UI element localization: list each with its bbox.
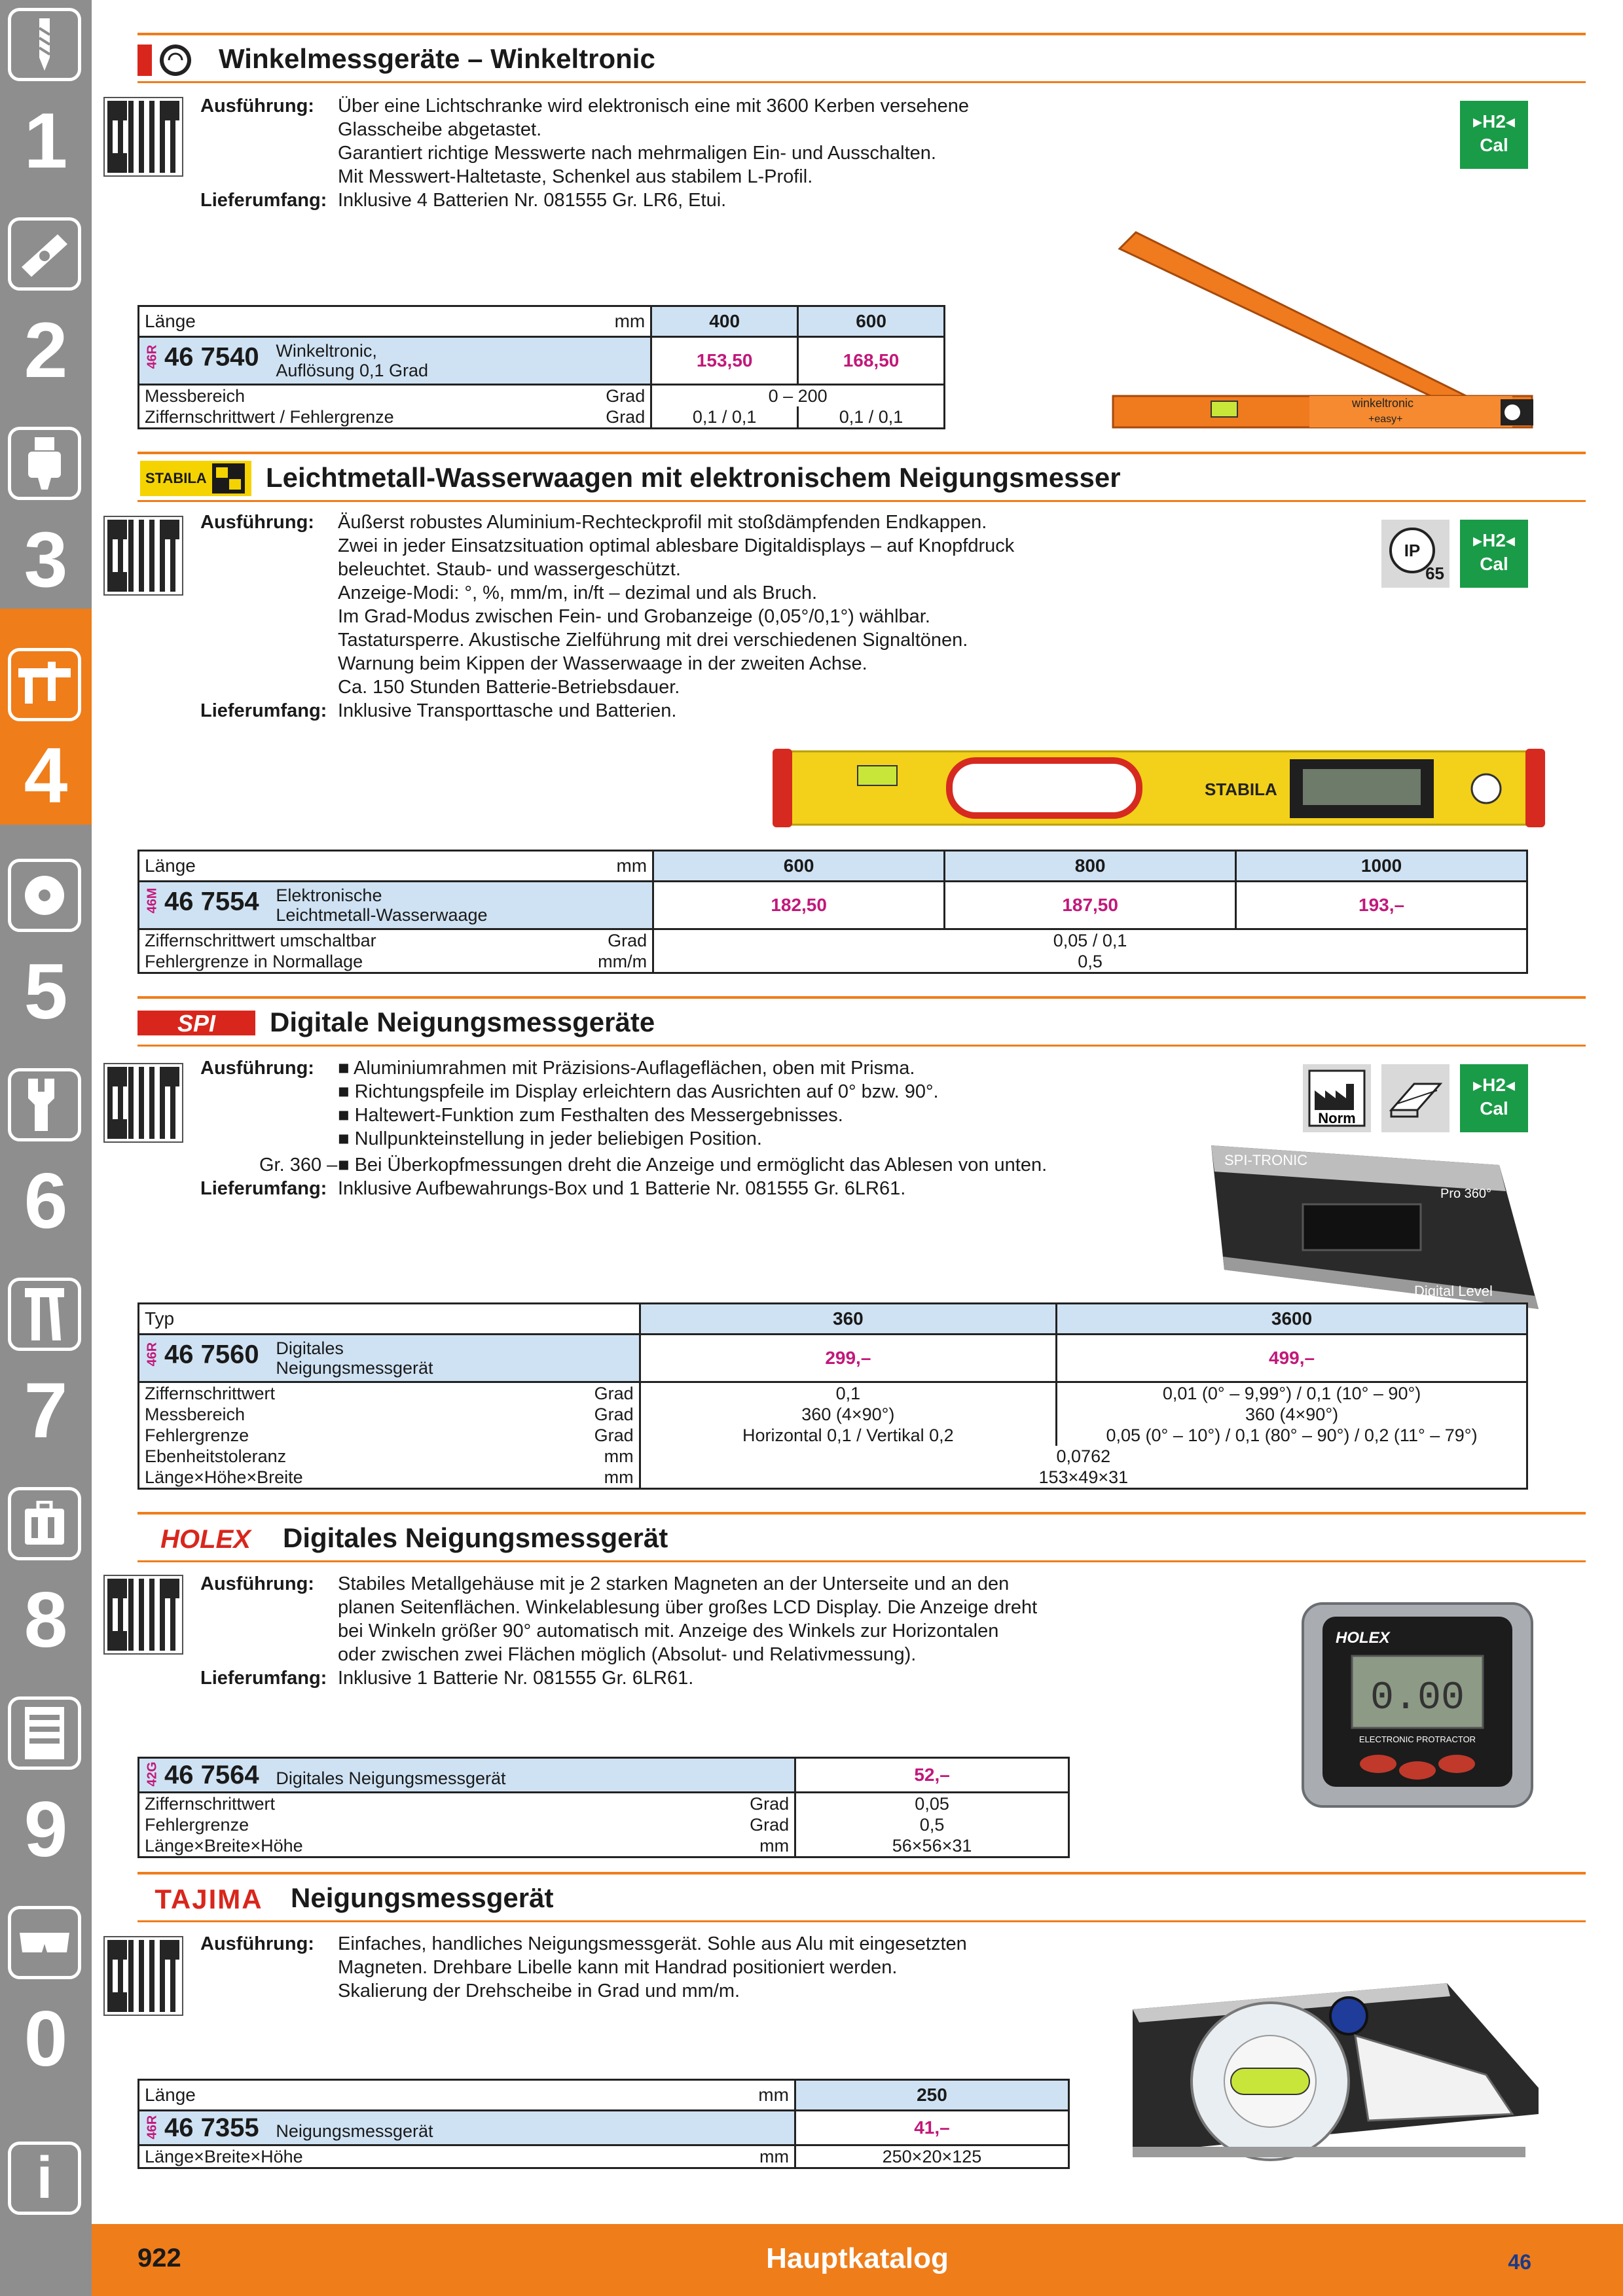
column-header: 600 bbox=[798, 306, 945, 337]
column-header: 360 bbox=[640, 1304, 1056, 1335]
description-line: bei Winkeln größer 90° automatisch mit. Anzeige des Winkels zur Horizontalen bbox=[338, 1621, 999, 1641]
spec-value: 0,5 bbox=[795, 1814, 1069, 1835]
chapter-tab-9[interactable] bbox=[0, 1689, 92, 1898]
table-header-label: Typ bbox=[139, 1304, 640, 1335]
product-image-winkeltronic bbox=[969, 209, 1558, 445]
column-header: 3600 bbox=[1057, 1304, 1527, 1335]
spec-value: 0,05 bbox=[795, 1793, 1069, 1815]
section-rule bbox=[137, 996, 1586, 999]
article-number: 46 7564 bbox=[164, 1760, 259, 1789]
chapter-number: 6 bbox=[24, 1157, 68, 1245]
article-number: 46 7355 bbox=[164, 2113, 259, 2142]
qr-code[interactable] bbox=[105, 1576, 182, 1653]
svg-text:Norm: Norm bbox=[1318, 1110, 1356, 1126]
section-title: Neigungsmessgerät bbox=[291, 1882, 554, 1913]
product-image-sub: +easy+ bbox=[1368, 414, 1403, 425]
chapter-number: 9 bbox=[24, 1785, 68, 1873]
product-image-stabila bbox=[773, 746, 1545, 831]
column-header: 600 bbox=[653, 851, 945, 882]
brand-logo bbox=[137, 39, 200, 79]
prism-surface-icon bbox=[1381, 1064, 1450, 1132]
section-rule bbox=[137, 452, 1586, 454]
section-holex bbox=[137, 1512, 1586, 1865]
price: 499,– bbox=[1057, 1335, 1527, 1382]
product-image-model: Pro 360° bbox=[1440, 1187, 1492, 1201]
page-footer bbox=[92, 2224, 1623, 2296]
description-line: Ca. 150 Stunden Batterie-Betriebsdauer. bbox=[338, 677, 680, 698]
price: 153,50 bbox=[651, 337, 798, 385]
column-header: 400 bbox=[651, 306, 798, 337]
section-title: Digitales Neigungsmessgerät bbox=[283, 1522, 668, 1553]
chapter-number: 4 bbox=[24, 732, 68, 819]
spec-label: Ebenheitstoleranz mm bbox=[139, 1446, 640, 1467]
delivery-scope: Inklusive 4 Batterien Nr. 081555 Gr. LR6, Etui. bbox=[338, 190, 727, 211]
product-image-brand: HOLEX bbox=[1336, 1629, 1390, 1647]
bullet-item: ■ Nullpunkteinstellung in jeder beliebigen Position. bbox=[338, 1128, 762, 1149]
chapter-tab-7[interactable] bbox=[0, 1270, 92, 1479]
table-header-label: Länge mm bbox=[139, 851, 653, 882]
product-image-display: 0.00 bbox=[1370, 1676, 1465, 1721]
product-description bbox=[137, 1056, 1316, 1213]
bullet-prefix: Gr. 360 – bbox=[259, 1155, 338, 1175]
price: 187,50 bbox=[945, 882, 1236, 929]
chapter-sidebar bbox=[0, 0, 92, 2296]
price: 299,– bbox=[640, 1335, 1056, 1382]
price-table bbox=[137, 1302, 1528, 1490]
description-line: Über eine Lichtschranke wird elektronisch eine mit 3600 Kerben versehene bbox=[338, 96, 969, 117]
spec-label: Fehlergrenze Grad bbox=[139, 1425, 640, 1446]
calibration-badge: ▸H2◂ Cal bbox=[1460, 1064, 1528, 1132]
section-title: Digitale Neigungsmessgeräte bbox=[270, 1007, 655, 1037]
section-stabila bbox=[137, 452, 1586, 995]
svg-text:SPI: SPI bbox=[177, 1010, 216, 1037]
product-description bbox=[200, 1932, 1248, 2011]
product-image-spi bbox=[1198, 1139, 1539, 1322]
spec-value: 0 – 200 bbox=[651, 385, 945, 407]
description-line: Äußerst robustes Aluminium-Rechteckprofil mit stoßdämpfenden Endkappen. bbox=[338, 512, 987, 533]
qr-code[interactable] bbox=[105, 517, 182, 594]
description-line: Magneten. Drehbare Libelle kann mit Handrad positioniert werden. bbox=[338, 1957, 898, 1978]
spec-value: 0,05 / 0,1 bbox=[653, 929, 1527, 952]
article-number: 46 7560 bbox=[164, 1340, 259, 1369]
price: 41,– bbox=[795, 2111, 1068, 2145]
spec-value: 0,5 bbox=[653, 951, 1527, 973]
section-rule bbox=[137, 1560, 1586, 1562]
ip-rating-badge: IP 65 bbox=[1381, 520, 1450, 588]
spec-value: 0,1 / 0,1 bbox=[651, 406, 798, 429]
product-image-tajima bbox=[1120, 1957, 1539, 2166]
chuck-icon bbox=[8, 427, 81, 500]
article-cell[interactable]: 46M 46 7554 Elektronische Leichtmetall-Wasserwaage bbox=[139, 882, 653, 929]
chapter-tab-4[interactable] bbox=[0, 609, 92, 825]
calibration-badge: ▸H2◂ Cal bbox=[1460, 101, 1528, 169]
catalog-title: Hauptkatalog bbox=[766, 2242, 949, 2274]
chapter-number: 8 bbox=[24, 1576, 68, 1664]
table-header-label: Länge mm bbox=[139, 306, 651, 337]
column-header: 250 bbox=[795, 2080, 1068, 2111]
chapter-number: 5 bbox=[24, 948, 68, 1035]
article-cell[interactable]: 46R 46 7560 Digitales Neigungsmessgerät bbox=[139, 1335, 640, 1382]
grinding-disc-icon bbox=[8, 217, 81, 291]
product-image-brand: STABILA bbox=[1205, 780, 1277, 799]
product-image-holex bbox=[1296, 1597, 1539, 1813]
section-rule bbox=[137, 1045, 1586, 1047]
table-header-label: Länge mm bbox=[139, 2080, 795, 2111]
product-image-sub: Digital Level bbox=[1414, 1283, 1493, 1299]
column-header: 800 bbox=[945, 851, 1236, 882]
spec-value: Horizontal 0,1 / Vertikal 0,2 bbox=[640, 1425, 1056, 1446]
ausfuehrung-label: Ausführung: bbox=[200, 512, 314, 533]
section-rule bbox=[137, 1512, 1586, 1515]
description-line: Tastatursperre. Akustische Zielführung mit drei verschiedenen Signaltönen. bbox=[338, 630, 968, 651]
delivery-scope: Inklusive Transporttasche und Batterien. bbox=[338, 700, 677, 721]
qr-code[interactable] bbox=[105, 98, 182, 175]
description-line: oder zwischen zwei Flächen möglich (Absolut- und Relativmessung). bbox=[338, 1644, 917, 1665]
description-line: Stabiles Metallgehäuse mit je 2 starken Magneten an der Unterseite und an den bbox=[338, 1573, 1010, 1594]
spec-value: 0,01 (0° – 9,99°) / 0,1 (10° – 90°) bbox=[1057, 1382, 1527, 1405]
price-table bbox=[137, 2079, 1070, 2169]
spec-value: 0,0762 bbox=[640, 1446, 1527, 1467]
spec-label: Fehlergrenze Grad bbox=[139, 1814, 795, 1835]
description-line: planen Seitenflächen. Winkelablesung über großes LCD Display. Die Anzeige dreht bbox=[338, 1597, 1038, 1618]
lieferumfang-label: Lieferumfang: bbox=[200, 700, 327, 721]
price: 168,50 bbox=[798, 337, 945, 385]
price: 193,– bbox=[1236, 882, 1527, 929]
description-line: Zwei in jeder Einsatzsituation optimal ablesbare Digitaldisplays – auf Knopfdruck bbox=[338, 535, 1015, 556]
brand-logo bbox=[137, 1008, 255, 1038]
price: 52,– bbox=[795, 1758, 1069, 1793]
article-cell[interactable]: 46R 46 7355 Neigungsmessgerät bbox=[139, 2111, 795, 2145]
ausfuehrung-label: Ausführung: bbox=[200, 1933, 314, 1954]
section-rule bbox=[137, 500, 1586, 502]
chapter-tab-6[interactable] bbox=[0, 1060, 92, 1270]
ausfuehrung-label: Ausführung: bbox=[200, 1573, 314, 1594]
spec-value: 153×49×31 bbox=[640, 1467, 1527, 1489]
chapter-tab-8[interactable] bbox=[0, 1479, 92, 1689]
brand-logo: STABILA bbox=[140, 461, 251, 496]
bullet-item: ■ Aluminiumrahmen mit Präzisions-Auflageflächen, oben mit Prisma. bbox=[338, 1058, 915, 1079]
saw-blade-icon bbox=[8, 859, 81, 932]
description-line: Garantiert richtige Messwerte nach mehrmaligen Ein- und Ausschalten. bbox=[338, 143, 936, 164]
product-description bbox=[200, 511, 1313, 733]
spec-value: 0,1 bbox=[640, 1382, 1056, 1405]
spec-value: 250×20×125 bbox=[795, 2145, 1068, 2168]
chapter-tab-5[interactable] bbox=[0, 851, 92, 1060]
delivery-scope: Inklusive 1 Batterie Nr. 081555 Gr. 6LR61. bbox=[338, 1668, 694, 1689]
bullet-item: ■ Haltewert-Funktion zum Festhalten des Messergebnisses. bbox=[338, 1105, 843, 1126]
section-winkeltronic bbox=[137, 33, 1586, 452]
spec-value: 360 (4×90°) bbox=[640, 1404, 1056, 1425]
chapter-number: 0 bbox=[24, 1995, 68, 2083]
section-rule bbox=[137, 1872, 1586, 1874]
product-image-sub: ELECTRONIC PROTRACTOR bbox=[1359, 1734, 1476, 1744]
price-table bbox=[137, 305, 945, 429]
product-description bbox=[200, 1572, 1248, 1703]
article-number: 46 7540 bbox=[164, 342, 259, 372]
drill-bit-icon bbox=[8, 8, 81, 81]
spec-label: Ziffernschrittwert umschaltbar Grad bbox=[139, 929, 653, 952]
brand-logo: HOLEX bbox=[160, 1524, 251, 1554]
bullet-item: ■ Richtungspfeile im Display erleichtern das Ausrichten auf 0° bzw. 90°. bbox=[338, 1081, 939, 1102]
wrench-icon bbox=[8, 1068, 81, 1141]
chapter-number: 3 bbox=[24, 516, 68, 603]
description-line: Einfaches, handliches Neigungsmessgerät. Sohle aus Alu mit eingesetzten bbox=[338, 1933, 967, 1954]
spec-value: 56×56×31 bbox=[795, 1835, 1069, 1857]
lieferumfang-label: Lieferumfang: bbox=[200, 190, 327, 211]
section-rule bbox=[137, 81, 1586, 83]
price: 182,50 bbox=[653, 882, 945, 929]
spec-label: Ziffernschrittwert Grad bbox=[139, 1793, 795, 1815]
chapter-tab-3[interactable] bbox=[0, 419, 92, 628]
column-header: 1000 bbox=[1236, 851, 1527, 882]
section-rule bbox=[137, 1920, 1586, 1922]
price-table bbox=[137, 1757, 1070, 1858]
lieferumfang-label: Lieferumfang: bbox=[200, 1178, 327, 1199]
calibration-badge: ▸H2◂ Cal bbox=[1460, 520, 1528, 588]
spec-value: 0,05 (0° – 10°) / 0,1 (80° – 90°) / 0,2 (11° – 79°) bbox=[1057, 1425, 1527, 1446]
workbench-icon bbox=[8, 1696, 81, 1770]
description-line: beleuchtet. Staub- und wassergeschützt. bbox=[338, 559, 681, 580]
product-image-brand: SPI-TRONIC bbox=[1224, 1152, 1308, 1168]
norm-badge bbox=[1303, 1064, 1371, 1132]
delivery-scope: Inklusive Aufbewahrungs-Box und 1 Batterie Nr. 081555 Gr. 6LR61. bbox=[338, 1178, 906, 1199]
spec-label: Messbereich Grad bbox=[139, 1404, 640, 1425]
description-line: Anzeige-Modi: °, %, mm/m, in/ft – dezimal und als Bruch. bbox=[338, 583, 818, 603]
chapter-number: 1 bbox=[24, 97, 68, 185]
article-number: 46 7554 bbox=[164, 887, 259, 916]
description-line: Mit Messwert-Haltetaste, Schenkel aus stabilem L-Profil. bbox=[338, 166, 813, 187]
article-cell[interactable]: 42G 46 7564 Digitales Neigungsmessgerät bbox=[139, 1758, 795, 1793]
chapter-tab-1[interactable] bbox=[0, 0, 92, 209]
spec-label: Länge×Breite×Höhe mm bbox=[139, 1835, 795, 1857]
toolcase-icon bbox=[8, 1487, 81, 1560]
spec-label: Fehlergrenze in Normallage mm/m bbox=[139, 951, 653, 973]
description-line: Im Grad-Modus zwischen Fein- und Grobanzeige (0,05°/0,1°) wählbar. bbox=[338, 606, 930, 627]
article-cell[interactable]: 46R 46 7540 Winkeltronic, Auflösung 0,1 Grad bbox=[139, 337, 651, 385]
section-title: Leichtmetall-Wasserwaagen mit elektronischem Neigungsmesser bbox=[266, 462, 1121, 493]
lieferumfang-label: Lieferumfang: bbox=[200, 1668, 327, 1689]
price-table bbox=[137, 850, 1528, 974]
pliers-icon bbox=[8, 1278, 81, 1351]
ausfuehrung-label: Ausführung: bbox=[200, 1058, 314, 1079]
section-rule bbox=[137, 33, 1586, 35]
section-spi bbox=[137, 996, 1586, 1507]
spec-label: Ziffernschrittwert / Fehlergrenze Grad bbox=[139, 406, 651, 429]
bullet-item: ■ Bei Überkopfmessungen dreht die Anzeige und ermöglicht das Ablesen von unten. bbox=[338, 1155, 1048, 1175]
description-line: Skalierung der Drehscheibe in Grad und mm/m. bbox=[338, 1981, 740, 2001]
chapter-tab-2[interactable] bbox=[0, 209, 92, 419]
section-title: Winkelmessgeräte – Winkeltronic bbox=[219, 43, 655, 74]
spec-label: Messbereich Grad bbox=[139, 385, 651, 407]
brand-logo: TAJIMA bbox=[155, 1884, 263, 1914]
chapter-number-footer: 46 bbox=[1508, 2250, 1531, 2274]
spec-label: Länge×Höhe×Breite mm bbox=[139, 1467, 640, 1489]
description-line: Glasscheibe abgetastet. bbox=[338, 119, 542, 140]
chapter-number: 2 bbox=[24, 306, 68, 394]
qr-code[interactable] bbox=[105, 1937, 182, 2015]
section-tajima bbox=[137, 1872, 1586, 2186]
info-icon: i bbox=[8, 2142, 81, 2215]
product-image-brand: winkeltronic bbox=[1352, 397, 1414, 410]
spec-label: Länge×Breite×Höhe mm bbox=[139, 2145, 795, 2168]
spec-value: 360 (4×90°) bbox=[1057, 1404, 1527, 1425]
spec-value: 0,1 / 0,1 bbox=[798, 406, 945, 429]
spec-label: Ziffernschrittwert Grad bbox=[139, 1382, 640, 1405]
caliper-icon bbox=[8, 648, 81, 721]
safety-glasses-icon bbox=[8, 1906, 81, 1979]
chapter-tab-0[interactable] bbox=[0, 1898, 92, 2108]
ausfuehrung-label: Ausführung: bbox=[200, 96, 314, 117]
description-line: Warnung beim Kippen der Wasserwaage in der zweiten Achse. bbox=[338, 653, 867, 674]
chapter-number: 7 bbox=[24, 1367, 68, 1454]
page-number: 922 bbox=[137, 2244, 181, 2272]
chapter-tab-info[interactable] bbox=[0, 2134, 92, 2225]
